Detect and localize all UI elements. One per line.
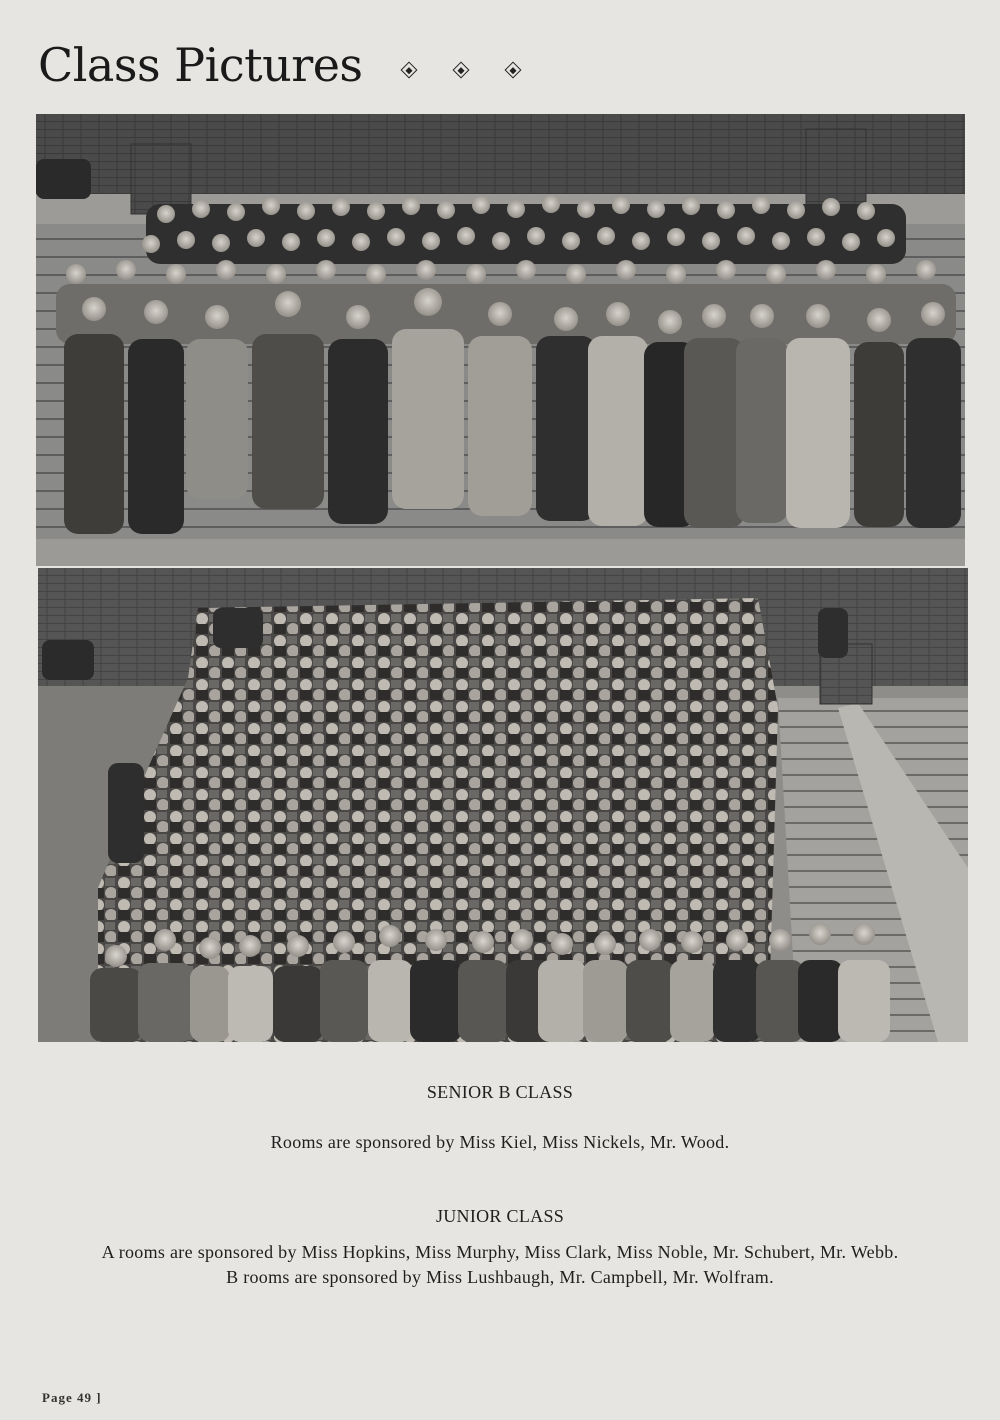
- senior-photo-image: [36, 114, 965, 566]
- diamond-icon: [504, 62, 521, 79]
- header: [38, 30, 519, 100]
- junior-b-rooms-sponsors: B rooms are sponsored by Miss Lushbaugh, Mr. Campbell, Mr. Wolfram.: [226, 1267, 774, 1287]
- junior-photo-image: [38, 568, 968, 1042]
- senior-b-sponsors: Rooms are sponsored by Miss Kiel, Miss Nickels, Mr. Wood.: [270, 1132, 730, 1152]
- title-ornaments: [403, 64, 519, 76]
- page-title: Class Pictures: [38, 38, 363, 92]
- page-number: Page 49 ]: [42, 1390, 102, 1405]
- senior-b-class-photo: [36, 114, 965, 566]
- senior-b-class-heading: SENIOR B CLASS: [426, 1082, 574, 1102]
- junior-class-photo: [38, 568, 968, 1042]
- junior-a-rooms-sponsors: A rooms are sponsored by Miss Hopkins, Miss Murphy, Miss Clark, Miss Noble, Mr. Schubert, Mr. Webb.: [101, 1242, 899, 1262]
- diamond-icon: [400, 62, 417, 79]
- junior-class-heading: JUNIOR CLASS: [435, 1206, 565, 1226]
- diamond-icon: [452, 62, 469, 79]
